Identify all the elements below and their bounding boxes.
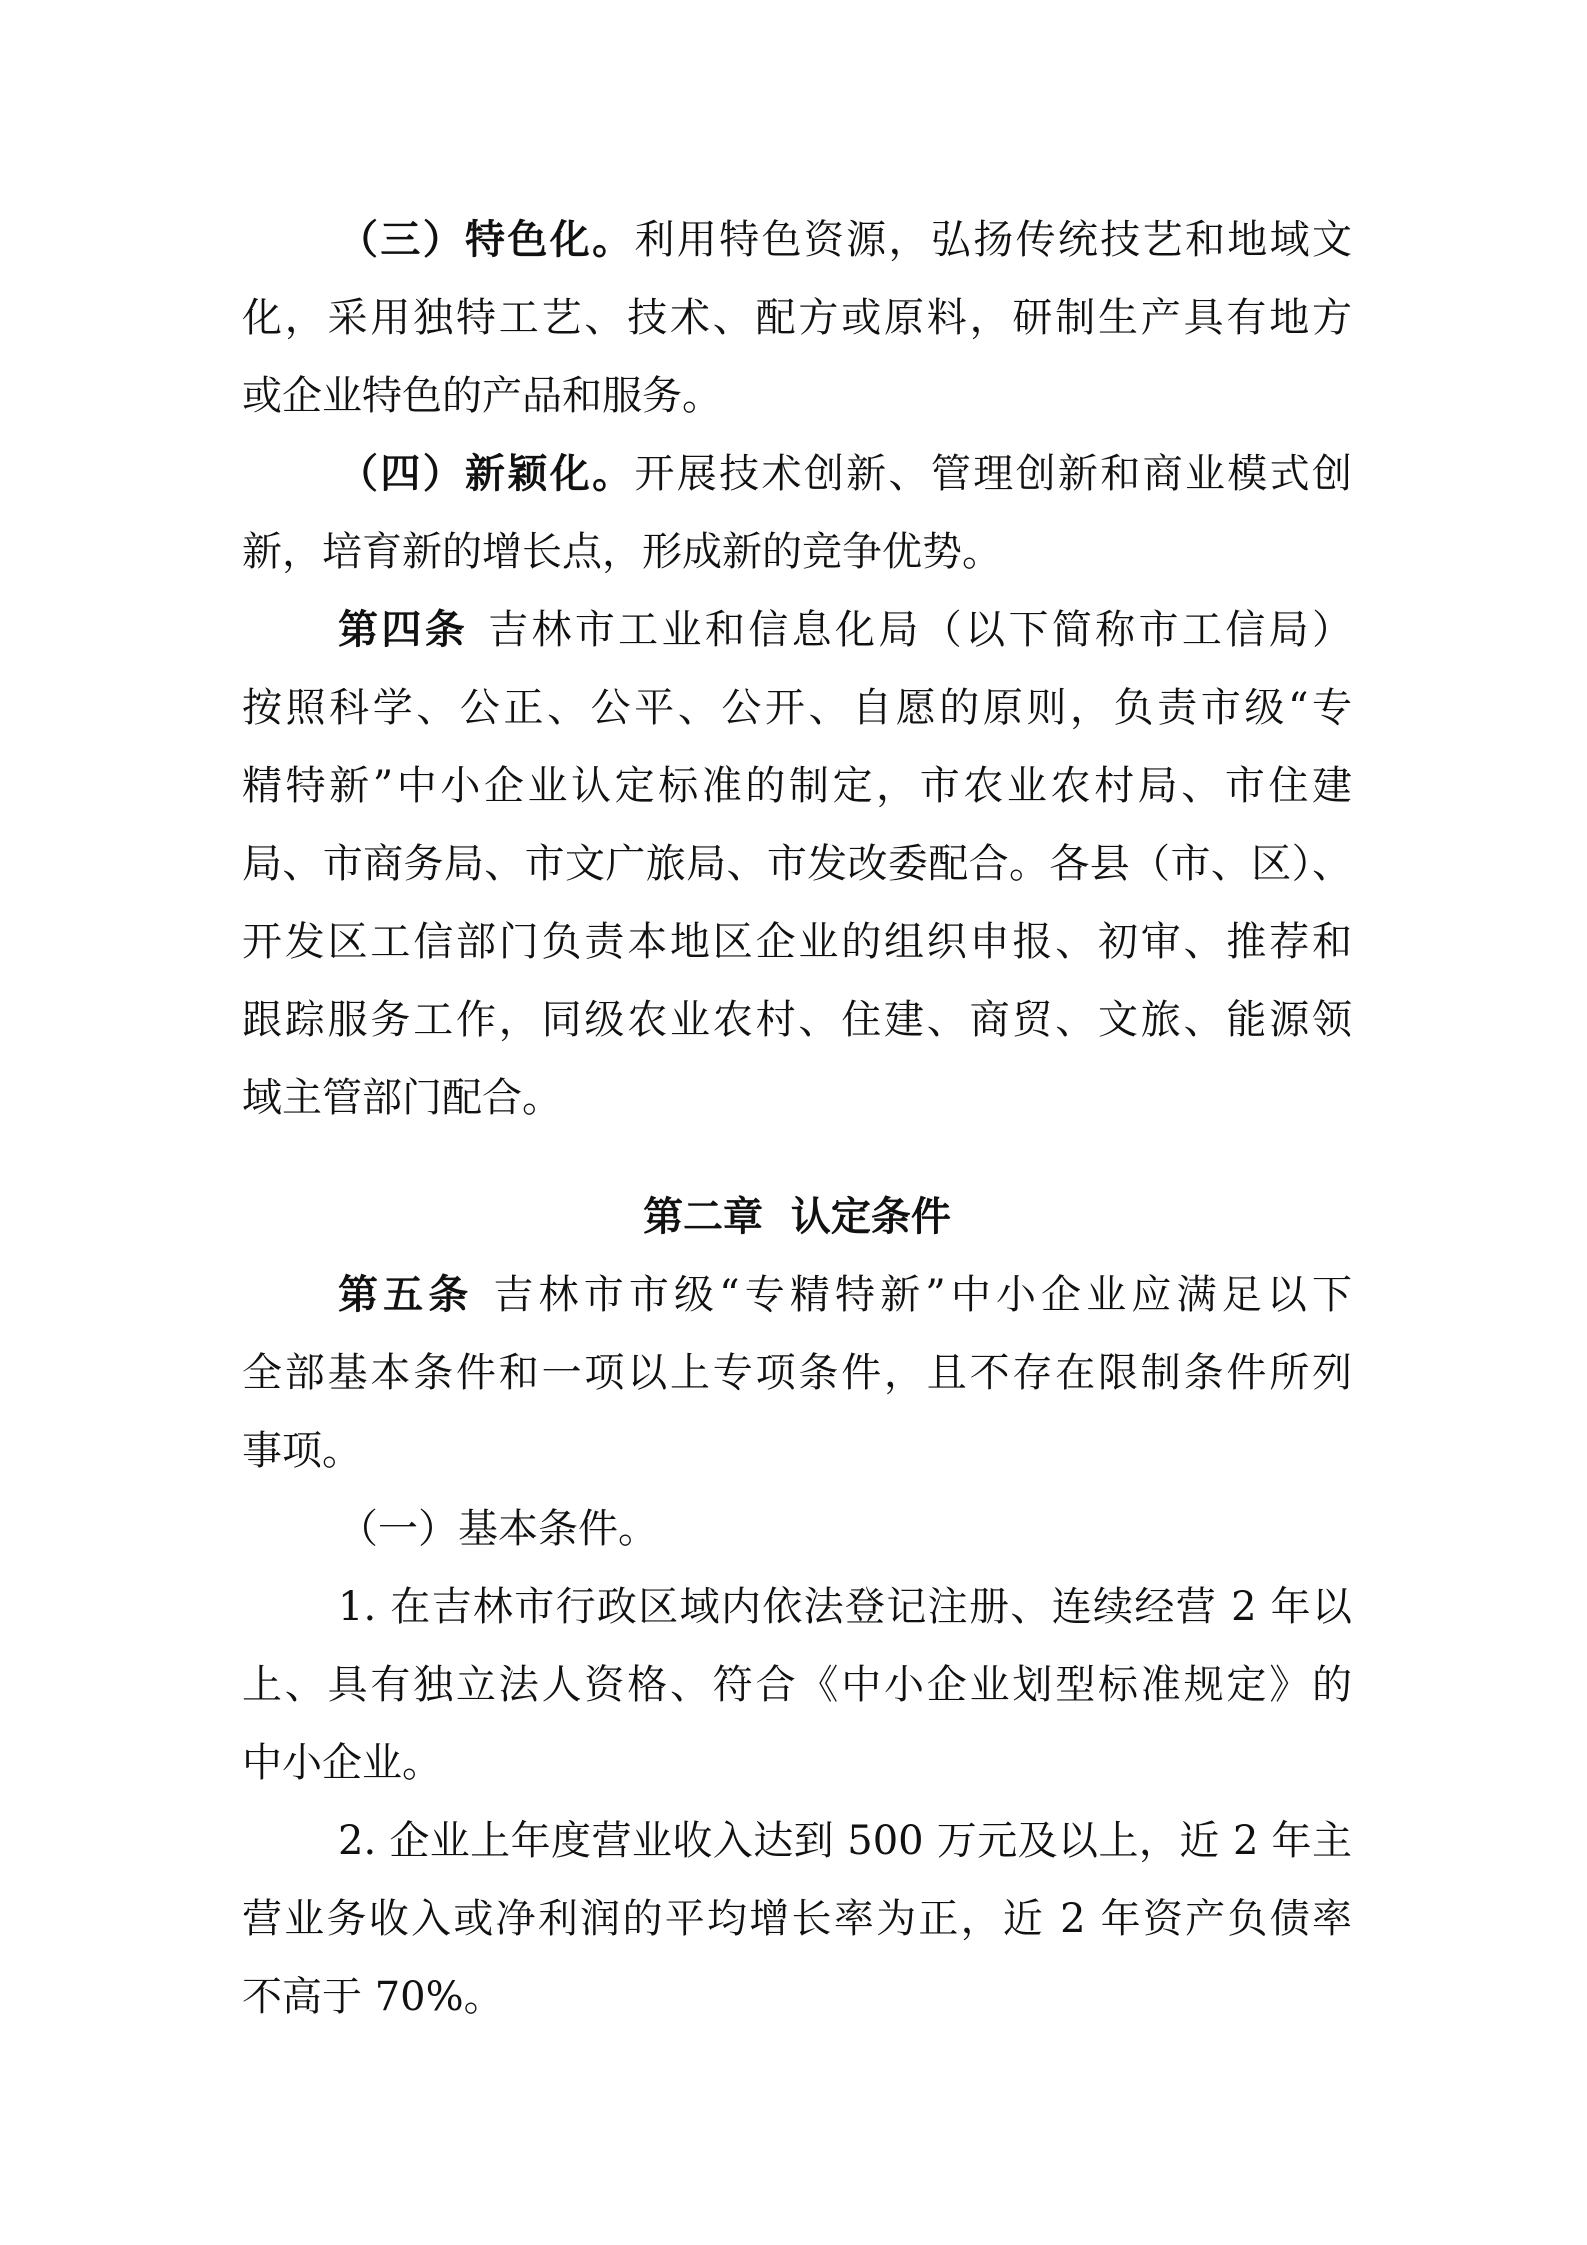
paragraph-text: 吉林市市级“专精特新”中小企业应满足以下: [493, 1272, 1352, 1318]
section-subheading: （一）基本条件。: [338, 1506, 658, 1552]
paragraph-line: 域主管部门配合。: [242, 1075, 562, 1121]
paragraph-line: [338, 1260, 1352, 1330]
paragraph-line: 跟踪服务工作，同级农业农村、住建、商贸、文旅、能源领: [242, 997, 1352, 1043]
paragraph-label: （三）特色化。: [338, 217, 635, 263]
paragraph-line: [338, 439, 1352, 509]
list-item-line: 上、具有独立法人资格、符合《中小企业划型标准规定》的: [242, 1662, 1352, 1708]
paragraph-line: [338, 595, 1352, 665]
list-item-line: 2. 企业上年度营业收入达到 500 万元及以上，近 2 年主: [338, 1818, 1352, 1864]
paragraph-line: 局、市商务局、市文广旅局、市发改委配合。各县（市、区）、: [242, 841, 1352, 887]
paragraph-line: 精特新”中小企业认定标准的制定，市农业农村局、市住建: [242, 763, 1352, 809]
paragraph-text: 吉林市工业和信息化局（以下简称市工信局）: [488, 607, 1353, 653]
article-label: 第五条: [338, 1272, 474, 1318]
paragraph-text: 开展技术创新、管理创新和商业模式创: [634, 451, 1353, 497]
list-item-line: 1. 在吉林市行政区域内依法登记注册、连续经营 2 年以: [338, 1584, 1352, 1630]
paragraph-line: 按照科学、公正、公平、公开、自愿的原则，负责市级“专: [242, 685, 1352, 731]
paragraph-text: 利用特色资源，弘扬传统技艺和地域文: [634, 217, 1353, 263]
list-item-line: 营业务收入或净利润的平均增长率为正，近 2 年资产负债率: [242, 1896, 1352, 1942]
paragraph-line: 事项。: [242, 1428, 362, 1474]
article-label: 第四条: [338, 607, 469, 653]
paragraph-line: 化，采用独特工艺、技术、配方或原料，研制生产具有地方: [242, 295, 1352, 341]
paragraph-line: 开发区工信部门负责本地区企业的组织申报、初审、推荐和: [242, 919, 1352, 965]
list-item-line: 中小企业。: [242, 1740, 442, 1786]
paragraph-line: 或企业特色的产品和服务。: [242, 373, 722, 419]
paragraph-line: 全部基本条件和一项以上专项条件，且不存在限制条件所列: [242, 1350, 1352, 1396]
paragraph-line: 新，培育新的增长点，形成新的竞争优势。: [242, 529, 1002, 575]
paragraph-line: [338, 205, 1352, 275]
chapter-heading: 第二章 认定条件: [643, 1194, 951, 1240]
list-item-line: 不高于 70%。: [242, 1974, 504, 2020]
paragraph-label: （四）新颖化。: [338, 451, 635, 497]
